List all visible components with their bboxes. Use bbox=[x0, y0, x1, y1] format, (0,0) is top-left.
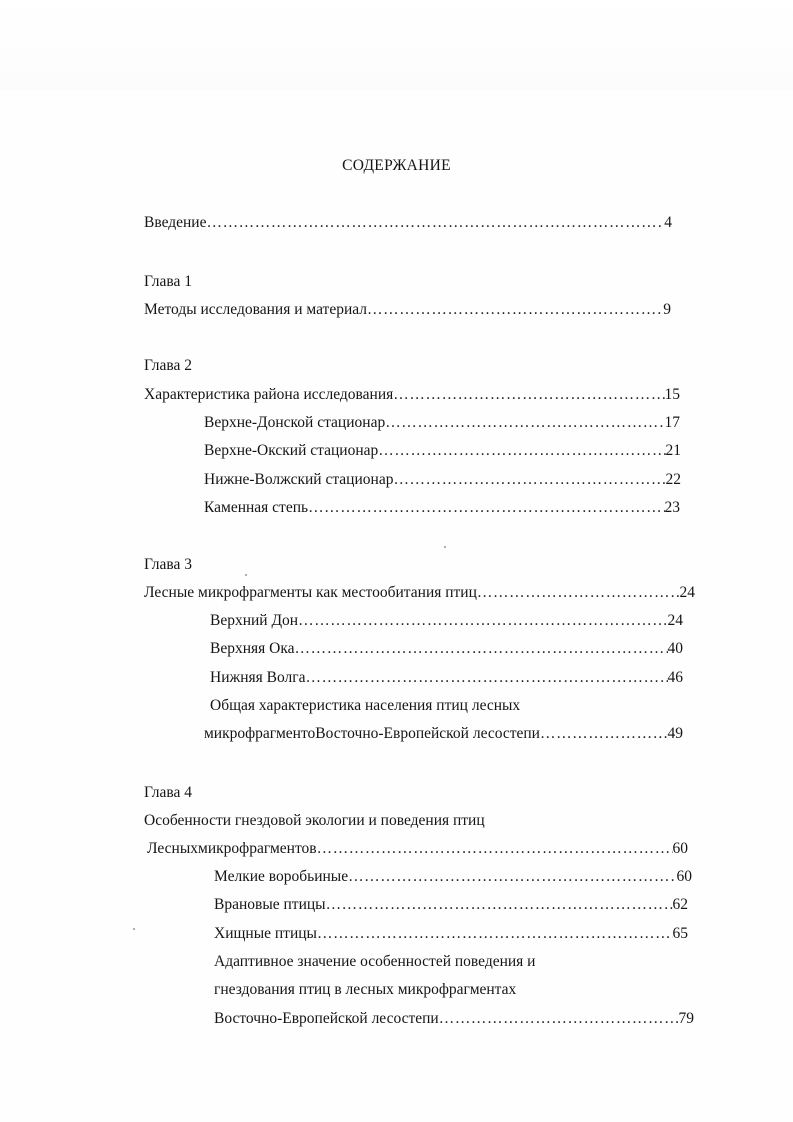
toc-page-number: 23 bbox=[664, 499, 680, 516]
page-title: СОДЕРЖАНИЕ bbox=[342, 157, 451, 174]
dot-leader bbox=[378, 441, 665, 461]
toc-page-number: 60 bbox=[672, 840, 688, 857]
toc-entry-chapter4-adaptive-line2: гнездования птиц в лесных микрофрагментах bbox=[214, 981, 517, 998]
toc-page-number: 4 bbox=[664, 214, 672, 231]
toc-page-number: 60 bbox=[676, 868, 692, 885]
toc-entry-label: Верхняя Ока bbox=[210, 640, 295, 657]
dot-leader bbox=[393, 385, 664, 405]
toc-entry-label: Мелкие воробьиные bbox=[214, 868, 349, 885]
toc-entry-chapter3-item bbox=[210, 668, 683, 688]
toc-entry-chapter3-item bbox=[210, 639, 683, 659]
toc-page-number: 40 bbox=[667, 640, 683, 657]
chapter4-heading: Глава 4 bbox=[144, 784, 193, 801]
toc-entry-label: микрофрагментоВосточно-Европейской лесостепи bbox=[204, 725, 540, 742]
toc-entry-label: Методы исследования и материал bbox=[144, 301, 367, 318]
toc-entry-chapter2-item bbox=[204, 470, 681, 490]
toc-entry-label: Нижне-Волжский стационар bbox=[204, 471, 394, 488]
toc-page-number: 15 bbox=[664, 386, 680, 403]
toc-page-number: 49 bbox=[667, 725, 683, 742]
dot-leader bbox=[367, 300, 663, 320]
dot-leader bbox=[206, 213, 664, 233]
toc-page-number: 79 bbox=[678, 1010, 694, 1027]
scan-border bbox=[0, 0, 793, 90]
toc-page-number: 24 bbox=[667, 612, 683, 629]
toc-entry-label: Хищные птицы bbox=[214, 925, 317, 942]
toc-entry-chapter3-item bbox=[210, 611, 683, 631]
dot-leader bbox=[326, 895, 673, 915]
toc-page-number: 9 bbox=[663, 301, 671, 318]
chapter3-heading: Глава 3 bbox=[144, 556, 193, 573]
toc-entry-chapter4-item bbox=[214, 867, 692, 887]
toc-page-number: 24 bbox=[679, 584, 695, 601]
dot-leader bbox=[348, 867, 676, 887]
dot-leader bbox=[295, 639, 668, 659]
toc-entry-label: Каменная степь bbox=[204, 499, 309, 516]
dot-leader bbox=[540, 724, 668, 744]
toc-entry-label: Лесныхмикрофрагментов bbox=[147, 840, 317, 857]
toc-entry-label: Верхне-Донской стационар bbox=[204, 414, 386, 431]
chapter2-heading: Глава 2 bbox=[144, 357, 193, 374]
dot-leader bbox=[393, 470, 665, 490]
scan-speck bbox=[245, 574, 247, 576]
toc-entry-label: Характеристика района исследования bbox=[144, 386, 394, 403]
dot-leader bbox=[317, 924, 673, 944]
scan-speck bbox=[133, 928, 135, 930]
toc-page-number: 21 bbox=[665, 442, 681, 459]
toc-entry-chapter2-item bbox=[204, 498, 680, 518]
chapter4-title-line1: Особенности гнездовой экологии и поведения птиц bbox=[144, 812, 485, 829]
toc-page-number: 22 bbox=[665, 471, 681, 488]
toc-page-number: 46 bbox=[667, 669, 683, 686]
toc-entry-chapter3-summary bbox=[204, 724, 683, 744]
toc-entry-label: Верхний Дон bbox=[210, 612, 299, 629]
toc-entry-label: Лесные микрофрагменты как местообитания птиц bbox=[144, 584, 477, 601]
toc-entry-chapter4-adaptive-line1: Адаптивное значение особенностей поведения и bbox=[214, 953, 536, 970]
toc-entry-chapter4 bbox=[147, 839, 688, 859]
toc-entry-label: Введение bbox=[144, 214, 207, 231]
toc-page-number: 65 bbox=[672, 925, 688, 942]
toc-entry-chapter2-item bbox=[204, 441, 681, 461]
toc-page-number: 62 bbox=[672, 896, 688, 913]
toc-entry-chapter4-item bbox=[214, 895, 688, 915]
toc-entry-chapter3 bbox=[144, 583, 695, 603]
dot-leader bbox=[439, 1009, 679, 1029]
toc-entry-chapter1 bbox=[144, 300, 671, 320]
toc-entry-chapter4-item bbox=[214, 924, 688, 944]
dot-leader bbox=[317, 839, 673, 859]
toc-entry-chapter4-adaptive bbox=[214, 1009, 694, 1029]
toc-entry-label: Верхне-Окский стационар bbox=[204, 442, 379, 459]
toc-entry-chapter3-summary-line1: Общая характеристика населения птиц лесных bbox=[210, 697, 521, 714]
toc-entry-chapter2 bbox=[144, 385, 680, 405]
dot-leader bbox=[305, 668, 667, 688]
toc-page-number: 17 bbox=[664, 414, 680, 431]
toc-entry-intro bbox=[144, 213, 672, 233]
dot-leader bbox=[477, 583, 680, 603]
chapter1-heading: Глава 1 bbox=[144, 273, 193, 290]
dot-leader bbox=[298, 611, 667, 631]
scan-speck bbox=[444, 546, 446, 548]
toc-entry-label: Нижняя Волга bbox=[210, 669, 306, 686]
toc-entry-label: Восточно-Европейской лесостепи bbox=[214, 1010, 439, 1027]
toc-entry-label: Врановые птицы bbox=[214, 896, 326, 913]
toc-entry-chapter2-item bbox=[204, 413, 680, 433]
dot-leader bbox=[308, 498, 664, 518]
dot-leader bbox=[385, 413, 664, 433]
